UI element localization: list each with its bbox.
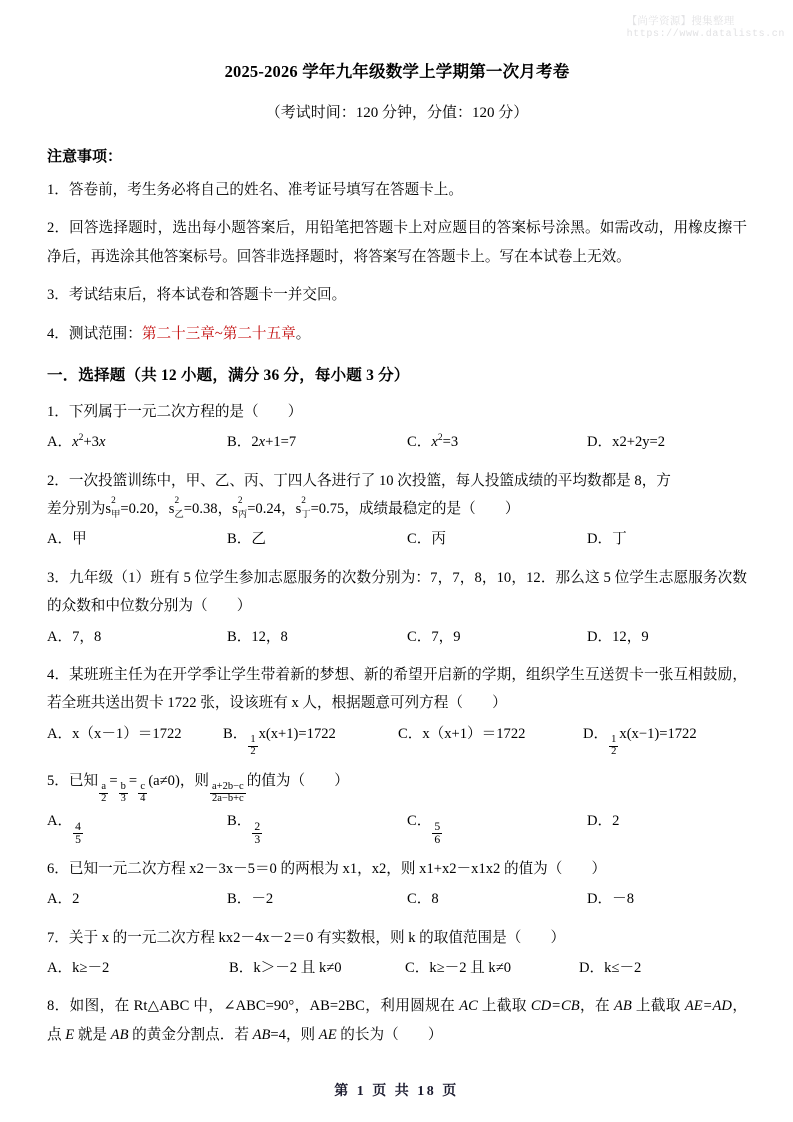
- question-7: [47, 924, 747, 984]
- question-8-text-1: 8．如图，在 Rt△ABC 中，∠ABC=90°，AB=2BC，利用圆规在: [47, 998, 460, 1015]
- question-8-text-9: 的长为（ ）: [336, 1026, 443, 1043]
- fraction-b-over-3: $\frac{b}{3}$: [120, 781, 126, 804]
- question-8-text-4: 上截取: [631, 998, 685, 1015]
- question-2-option-b[interactable]: B．乙: [227, 531, 266, 548]
- segment-ab: AB: [614, 998, 632, 1015]
- question-6: [47, 855, 747, 915]
- point-e: E: [65, 1026, 75, 1043]
- variance-symbol: s: [168, 500, 175, 517]
- equals-sign: =: [109, 772, 118, 789]
- question-5-option-b[interactable]: [227, 807, 407, 846]
- question-1-option-a[interactable]: A．$x^2+3x$: [47, 432, 106, 451]
- notice-item-4: [47, 320, 747, 348]
- question-5-option-d[interactable]: D．2: [587, 812, 620, 829]
- question-2-stem-line-1: 2．一次投篮训练中，甲、乙、丙、丁四人各进行了 10 次投篮，每人投篮成绩的平均数都是 8，方: [47, 472, 671, 489]
- question-6-option-c[interactable]: C．8: [407, 891, 439, 908]
- question-2-stem-tail: 成绩最稳定的是（ ）: [358, 500, 520, 517]
- relation-cd-cb: CD=CB: [530, 998, 580, 1015]
- question-6-stem: 6．已知一元二次方程 x2－3x－5＝0 的两根为 x1，x2，则 x1+x2－x1x2 的值为（ ）: [47, 861, 607, 878]
- question-8-stem: [47, 992, 747, 1049]
- segment-ac: AC: [459, 998, 478, 1015]
- equals-sign: =: [128, 772, 138, 789]
- option-d-expression: x(x−1)=1722: [619, 725, 697, 742]
- option-d-label: D．: [583, 725, 609, 742]
- question-2: [47, 467, 747, 555]
- variance-exponent: 2: [301, 496, 306, 507]
- question-2-variance-prefix: 差分别为: [47, 500, 106, 517]
- segment-ab: AB: [252, 1026, 271, 1043]
- section-heading-multiple-choice: 一．选择题（共 12 小题，满分 36 分，每小题 3 分）: [47, 367, 410, 385]
- question-1-option-c[interactable]: C．$x^2=3$: [407, 432, 459, 451]
- variance-subscript: 丙: [237, 510, 248, 521]
- question-3-option-c[interactable]: C．7，9: [407, 628, 461, 645]
- segment-ae: AE: [318, 1026, 337, 1043]
- question-6-option-d[interactable]: D．－8: [587, 891, 635, 908]
- question-3-stem: 3．九年级（1）班有 5 位学生参加志愿服务的次数分别为：7，7，8，10，12．那么这 5 位学生志愿服务次数的众数和中位数分别为（ ）: [47, 569, 747, 615]
- variance-symbol: s: [105, 500, 112, 517]
- question-5-stem-tail: 的值为（ ）: [246, 772, 349, 789]
- variance-exponent: 2: [237, 496, 243, 507]
- fraction-a-over-2: $\frac{a}{2}$: [101, 781, 107, 804]
- option-c-label: C．: [407, 434, 432, 451]
- option-a-label: A．: [47, 812, 73, 829]
- variance-symbol: s: [295, 500, 302, 517]
- option-d-text: x2+2y=2: [612, 434, 666, 451]
- question-5-stem-prefix: 5．已知: [47, 772, 99, 789]
- variance-subscript: 甲: [111, 510, 121, 521]
- question-3-option-b[interactable]: B．12，8: [227, 628, 288, 645]
- question-7-option-c[interactable]: C．k≥－2 且 k≠0: [405, 960, 512, 977]
- question-3-option-a[interactable]: A．7，8: [47, 628, 102, 645]
- watermark-url: https://www.datalists.cn: [626, 29, 785, 41]
- question-6-options: [47, 885, 747, 914]
- notice-item-2: 2．回答选择题时，选出每小题答案后，用铅笔把答题卡上对应题目的答案标号涂黑。如需改动，用橡皮擦干净后，再选涂其他答案标号。回答非选择题时，将答案写在答题卡上。写在本试卷上无效。: [47, 220, 747, 265]
- variance-symbol: s: [232, 500, 238, 517]
- variance-exponent: 2: [111, 496, 116, 507]
- question-8: [47, 992, 747, 1049]
- option-a-label: A．: [47, 434, 73, 451]
- question-6-option-a[interactable]: A．2: [47, 891, 80, 908]
- fraction-5-over-6: $\frac{5}{6}$: [434, 819, 441, 846]
- variance-exponent: 2: [174, 496, 180, 507]
- question-2-options: [47, 525, 747, 554]
- question-4-option-a[interactable]: A．x（x－1）＝1722: [47, 725, 182, 742]
- variance-yi: [169, 495, 184, 523]
- document-content: [47, 0, 747, 1049]
- variance-yi-value: =0.38，: [183, 500, 233, 517]
- question-7-options: [47, 954, 747, 983]
- segment-ab: AB: [110, 1026, 129, 1043]
- question-6-option-b[interactable]: B．－2: [227, 891, 274, 908]
- question-7-option-b[interactable]: B．k＞－2 且 k≠0: [229, 960, 342, 977]
- notice-item-1: 1．答卷前，考生务必将自己的姓名、准考证号填写在答题卡上。: [47, 181, 463, 198]
- question-1-stem: 1．下列属于一元二次方程的是（ ）: [47, 403, 303, 420]
- fraction-one-half: $\frac{1}{2}$: [250, 734, 256, 757]
- question-8-text-3: ，在: [579, 998, 614, 1015]
- question-2-option-d[interactable]: D．丁: [587, 531, 627, 548]
- page-footer: 第 1 页 共 18 页: [334, 1084, 459, 1099]
- question-3-option-d[interactable]: D．12，9: [587, 628, 649, 645]
- fraction-one-half: $\frac{1}{2}$: [611, 734, 617, 757]
- question-4-option-c[interactable]: C．x（x+1）＝1722: [398, 725, 526, 742]
- option-b-label: B．: [223, 725, 248, 742]
- question-8-text-7: 的黄金分割点．若: [128, 1026, 253, 1043]
- question-4: [47, 661, 747, 758]
- question-1-options: [47, 428, 747, 457]
- notice-item-4-prefix: 4．测试范围：: [47, 325, 142, 342]
- question-2-option-c[interactable]: C．丙: [407, 531, 446, 548]
- option-c-label: C．: [407, 812, 432, 829]
- question-5-option-c[interactable]: [407, 807, 587, 846]
- fraction-4-over-5: $\frac{4}{5}$: [75, 819, 81, 846]
- notice-item-3: 3．考试结束后，将本试卷和答题卡一并交回。: [47, 287, 347, 304]
- variance-subscript: 乙: [174, 510, 184, 521]
- question-8-text-5: ，点: [47, 998, 747, 1043]
- question-2-stem-line-2: [47, 495, 747, 523]
- notice-heading: 注意事项：: [47, 148, 123, 165]
- variance-bing-value: =0.24，: [247, 500, 296, 517]
- question-5: [47, 767, 747, 846]
- option-b-label: B．: [227, 434, 252, 451]
- question-5-option-a[interactable]: [47, 807, 227, 846]
- question-8-text-2: 上截取: [477, 998, 531, 1015]
- notice-item-4-suffix: 。: [295, 325, 311, 342]
- variance-subscript: 丁: [301, 510, 311, 521]
- question-4-stem: 4．某班班主任为在开学季让学生带着新的梦想、新的希望开启新的学期，组织学生互送贺卡一张互相鼓励，若全班共送出贺卡 1722 张，设该班有 x 人，根据题意可列方程（ ）: [47, 666, 747, 712]
- variance-jia: [105, 495, 120, 523]
- fraction-c-over-4: $\frac{c}{4}$: [140, 781, 146, 804]
- fraction-expression: $\frac{a+2b-c}{2a-b+c}$: [212, 781, 244, 804]
- question-5-condition: (a≠0)，则: [148, 772, 210, 789]
- option-b-label: B．: [227, 812, 252, 829]
- variance-ding-value: =0.75，: [310, 500, 359, 517]
- question-4-options: [47, 720, 747, 758]
- variance-jia-value: =0.20，: [120, 500, 169, 517]
- question-8-text-6: 就是: [74, 1026, 111, 1043]
- question-4-option-b[interactable]: [223, 720, 398, 758]
- question-3: [47, 564, 747, 652]
- question-1-option-b[interactable]: B．2x+1=7: [227, 434, 297, 451]
- question-4-option-d[interactable]: [583, 720, 747, 758]
- page-title: 2025-2026 学年九年级数学上学期第一次月考卷: [224, 62, 570, 81]
- question-1-option-d[interactable]: [587, 428, 747, 457]
- option-b-expression: x(x+1)=1722: [258, 725, 336, 742]
- test-scope-range: 第二十三章~第二十五章: [141, 325, 296, 342]
- question-5-stem: [47, 767, 747, 805]
- question-7-option-d[interactable]: D．k≤－2: [579, 960, 642, 977]
- variance-ding: [296, 495, 311, 523]
- relation-ae-ad: AE=AD: [684, 998, 732, 1015]
- question-3-options: [47, 623, 747, 652]
- question-7-stem: 7．关于 x 的一元二次方程 kx2－4x－2＝0 有实数根，则 k 的取值范围是（ ）: [47, 929, 566, 946]
- option-d-label: D．: [587, 434, 613, 451]
- fraction-2-over-3: $\frac{2}{3}$: [254, 819, 261, 846]
- question-5-options: [47, 807, 747, 846]
- question-1: [47, 398, 747, 458]
- question-2-option-a[interactable]: A．甲: [47, 531, 87, 548]
- variance-bing: [232, 495, 247, 523]
- question-7-option-a[interactable]: A．k≥－2: [47, 960, 110, 977]
- watermark-source-label: 【尚学资源】搜集整理: [626, 15, 735, 27]
- exam-meta-subtitle: （考试时间：120 分钟，分值：120 分）: [265, 104, 529, 121]
- question-8-text-8: =4，则: [270, 1026, 319, 1043]
